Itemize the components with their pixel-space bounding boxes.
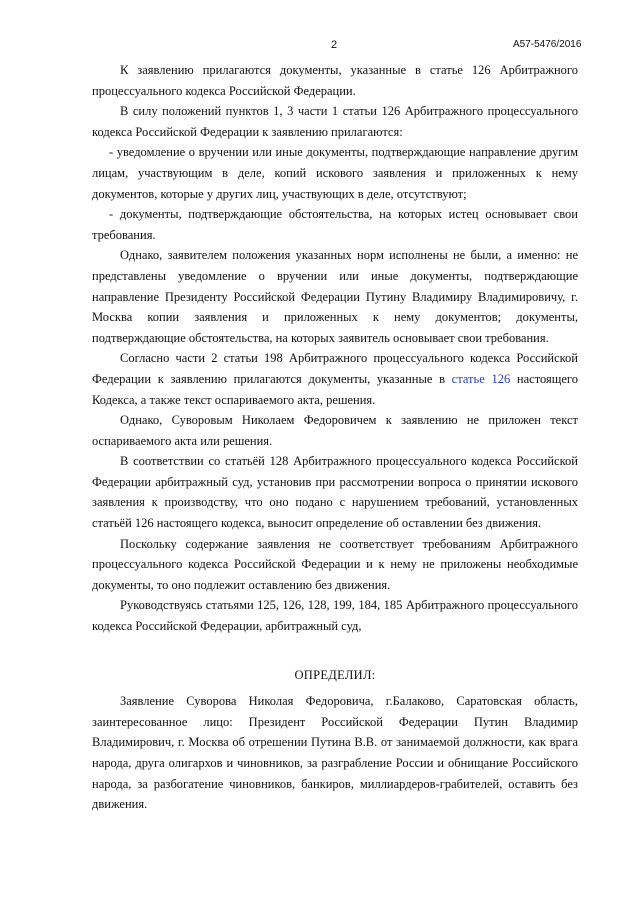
paragraph-violations: Однако, заявителем положения указанных норм исполнены не были, а именно: не представлены уведомление о вручении или иные документы, подтверждающие направление Президенту Российской Федерации Путину Владимиру Владимировичу, г. Москва копии заявления и приложенных к нему документов; документы, подтверждающие обстоятельства, на которых заявитель основывает свои требования. <box>92 248 578 345</box>
page-number: 2 <box>331 39 338 51</box>
paragraph-decision: Заявление Суворова Николая Федоровича, г.Балаково, Саратовская область, заинтересованное лицо: Президент Российской Федерации Путин Владимир Владимирович, г. Москва об отрешении Путина В.В. от занимаемой должности, как врага народа, друга олигархов и чиновников, за разграбление России и обнищание Российского народа, за разбогатение чиновников, банкиров, миллиардеров-грабителей, оставить без движения. <box>92 694 578 812</box>
list-item-notification: - уведомление о вручении или иные документы, подтверждающие направление другим лицам, участвующим в деле, копий искового заявления и приложенных к нему документов, которые у других лиц, участвующих в деле, отсутствуют; <box>92 145 578 201</box>
paragraph-provisions: В силу положений пунктов 1, 3 части 1 статьи 126 Арбитражного процессуального кодекса Российской Федерации к заявлению прилагаются: <box>92 104 578 139</box>
paragraph-conclusion: Поскольку содержание заявления не соответствует требованиям Арбитражного процессуального кодекса Российской Федерации и к нему не приложены необходимые документы, то оно подлежит оставлению без движения. <box>92 536 578 592</box>
document-body <box>92 60 578 815</box>
list-item-documents: - документы, подтверждающие обстоятельства, на которых истец основывает свои требования. <box>92 207 578 242</box>
paragraph-attachments: К заявлению прилагаются документы, указанные в статье 126 Арбитражного процессуального кодекса Российской Федерации. <box>92 63 578 98</box>
decision-heading: ОПРЕДЕЛИЛ: <box>294 667 376 682</box>
paragraph-article-128: В соответствии со статьёй 128 Арбитражного процессуального кодекса Российской Федерации арбитражный суд, установив при рассмотрении вопроса о принятии искового заявления к производству, что оно подано с нарушением требований, установленных статьёй 126 настоящего кодекса, выносит определение об оставлении без движения. <box>92 454 578 531</box>
paragraph-article-198-end: настоящего Кодекса, а также текст оспариваемого акта, решения. <box>92 371 578 407</box>
case-number: А57-5476/2016 <box>513 39 582 50</box>
article-126-link[interactable]: статье 126 <box>451 371 511 386</box>
paragraph-article-198-start: Согласно части 2 статьи 198 Арбитражного процессуального кодекса Российской Федерации к заявлению прилагаются документы, указанные в <box>92 351 578 386</box>
paragraph-missing-text: Однако, Суворовым Николаем Федоровичем к заявлению не приложен текст оспариваемого акта или решения. <box>92 413 578 448</box>
paragraph-guided-by: Руководствуясь статьями 125, 126, 128, 199, 184, 185 Арбитражного процессуального кодекса Российской Федерации, арбитражный суд, <box>92 598 578 634</box>
paragraph-article-198 <box>92 348 578 410</box>
